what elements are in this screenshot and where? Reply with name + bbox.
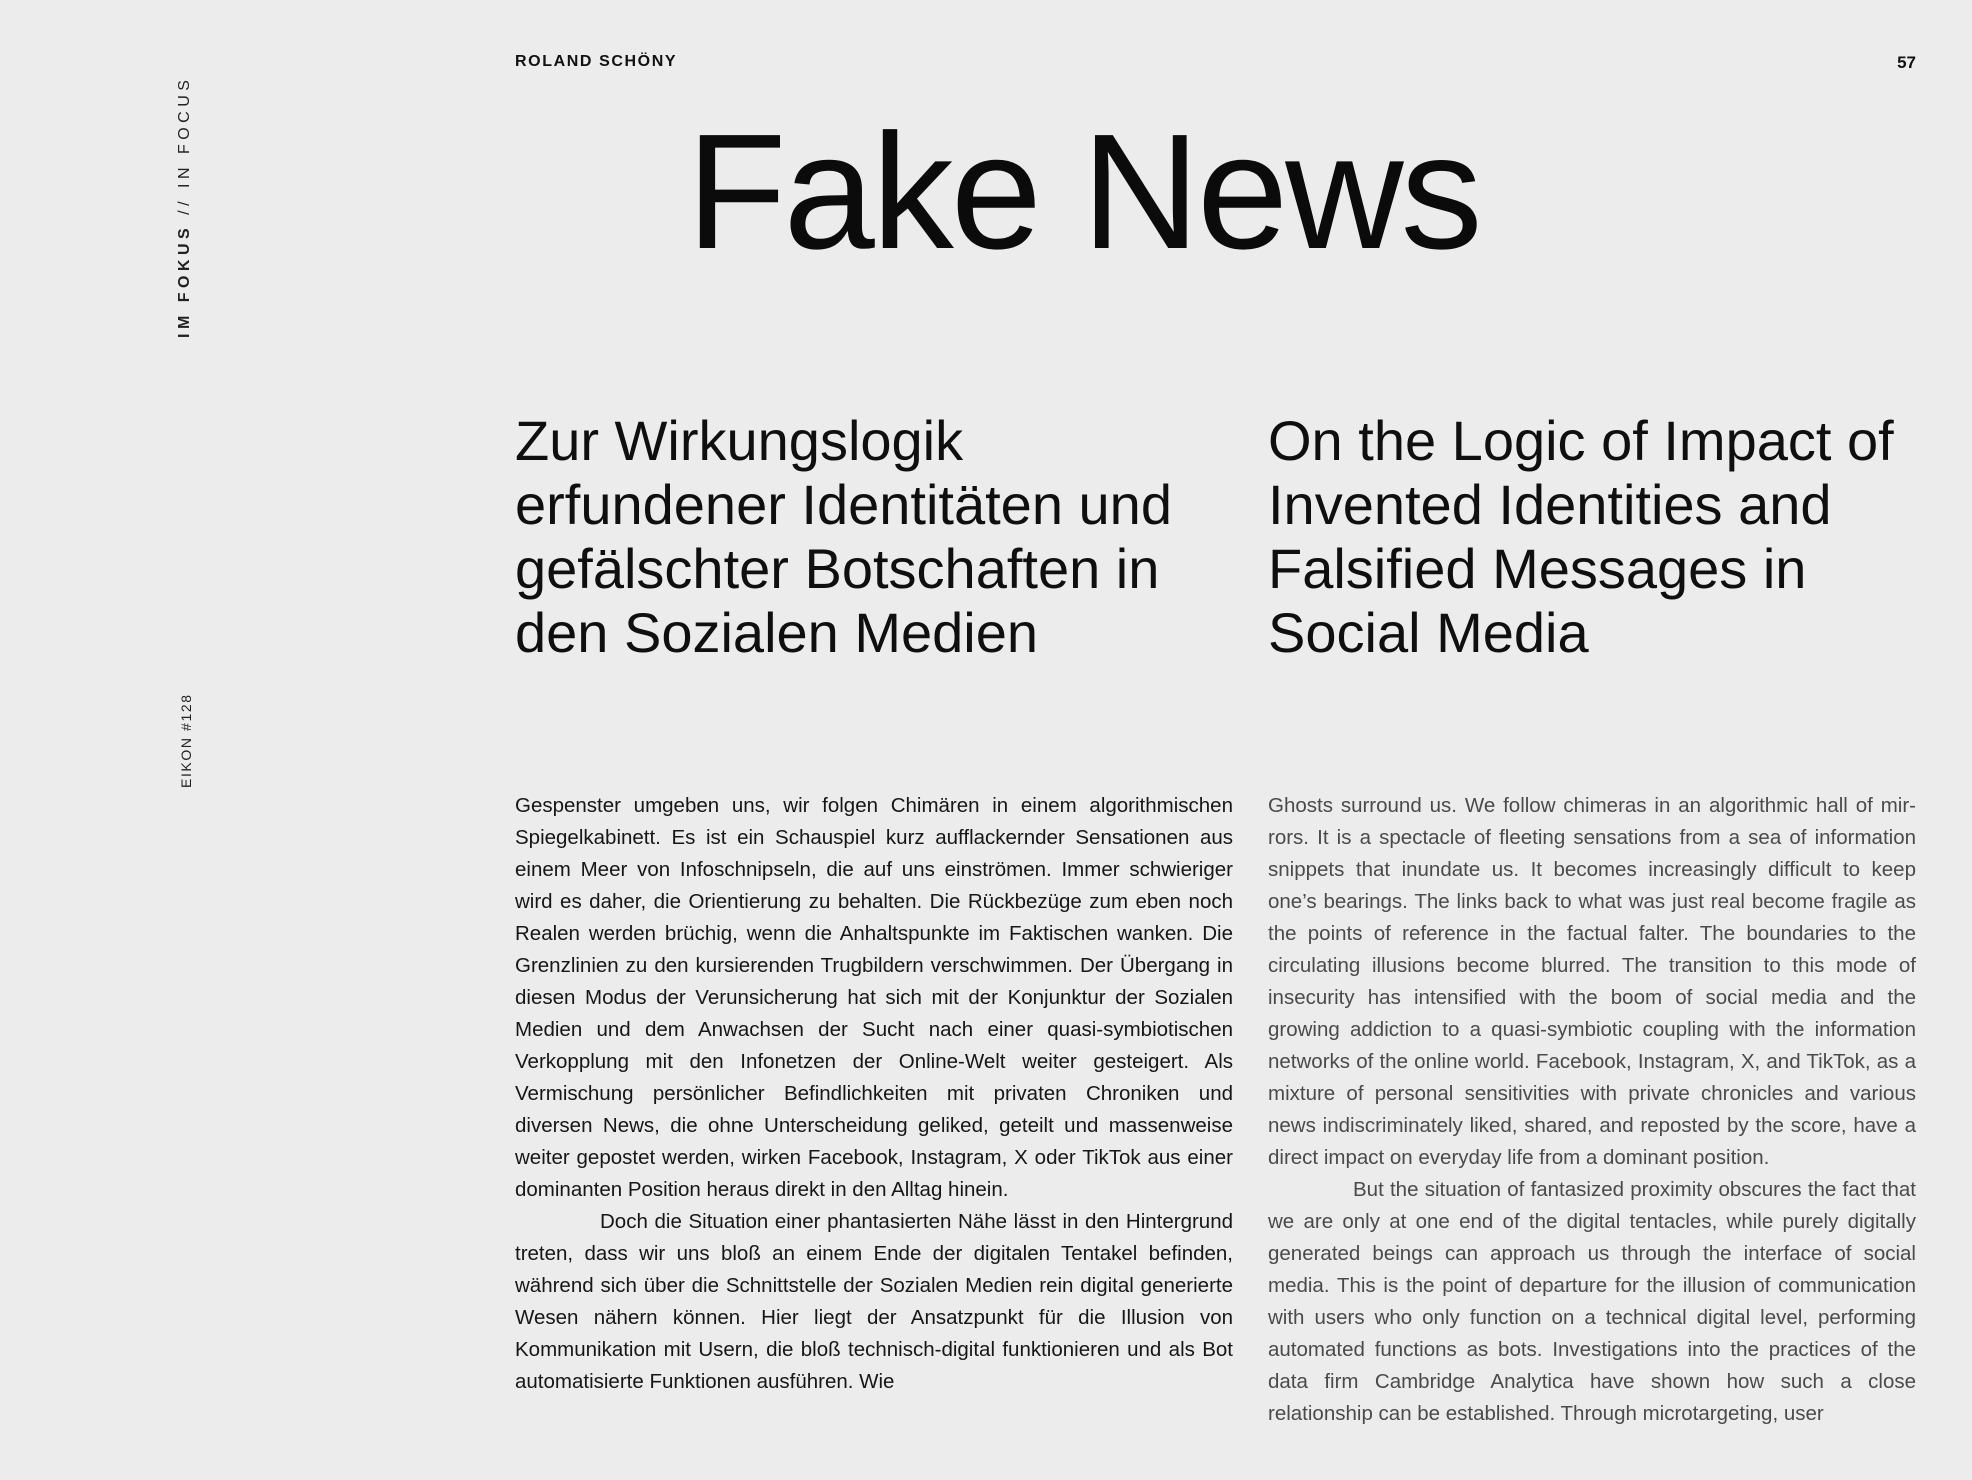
issue-label: EIKON #128 [178,693,194,788]
section-label-en: // IN FOCUS [176,75,193,224]
paragraph: Doch die Situation einer phantasierten Nähe lässt in den Hintergrund treten, dass wir uns bloß an einem Ende der digitalen Tentakel befinden, während sich über die Schnittstelle der Sozialen Medien rein digital generierte Wesen nähern können. Hier liegt der Ansatzpunkt für die Illusion von Kommunikation mit Usern, die bloß technisch-digital funktionieren und als Bot automatisierte Funktionen ausführen. Wie [515,1210,1233,1393]
body-column-english [1268,790,1916,1430]
subtitle-german: Zur Wirkungslogik erfundener Identitäten und gefälschter Botschaften in den Sozialen Medien [515,409,1172,664]
page-number: 57 [1897,53,1916,72]
author-name: ROLAND SCHÖNY [515,53,678,70]
subtitle-english: On the Logic of Impact of Invented Identities and Falsified Messages in Social Media [1268,409,1894,664]
body-column-german [515,790,1233,1398]
paragraph: Gespenster umgeben uns, wir folgen Chimären in einem algorithmischen Spiegelkabinett. Es ist ein Schauspiel kurz aufflackernder Sensationen aus einem Meer von Infoschnipseln, die auf uns einströmen. Immer schwieriger wird es daher, die Orientierung zu behalten. Die Rückbezüge zum eben noch Realen werden brüchig, wenn die Anhaltspunkte im Faktischen wanken. Die Grenzlinien zu den kursierenden Trugbildern verschwimmen. Der Übergang in diesen Modus der Verunsicherung hat sich mit der Konjunktur der Sozialen Medien und dem Anwachsen der Sucht nach einer quasi-symbiotischen Verkopplung mit den Infonetzen der Online-Welt weiter gesteigert. Als Vermischung persönlicher Befindlichkeiten mit privaten Chroniken und diversen News, die ohne Unterscheidung geliked, geteilt und massenweise weiter gepostet werden, wirken Facebook, Instagram, X oder TikTok aus einer dominanten Position heraus direkt in den Alltag hinein. [515,794,1233,1201]
article-title: Fake News [686,100,1480,283]
paragraph: But the situation of fantasized proximity obscures the fact that we are only at one end of the digital tentacles, while purely digitally generated beings can approach us through the interface of social media. This is the point of departure for the illusion of communication with users who only function on a technical digital level, performing automated functions as bots. Investigations into the practices of the data firm Cambridge Analytica have shown how such a close relationship can be established. Through microtargeting, user [1268,1178,1916,1425]
section-label-de: IM FOKUS [176,223,193,338]
paragraph: Ghosts surround us. We follow chimeras in an algorithmic hall of mirrors. It is a spectacle of fleeting sensations from a sea of information snippets that inundate us. It becomes increasingly difficult to keep one’s bearings. The links back to what was just real become fragile as the points of reference in the factual falter. The boundaries to the circulating illusions become blurred. The transition to this mode of insecurity has intensified with the boom of social media and the growing addiction to a quasi-symbiotic coupling with the information networks of the online world. Facebook, Instagram, X, and TikTok, as a mixture of personal sensitivities with private chronicles and various news indiscriminately liked, shared, and reposted by the score, have a direct impact on everyday life from a dominant position. [1268,794,1916,1169]
